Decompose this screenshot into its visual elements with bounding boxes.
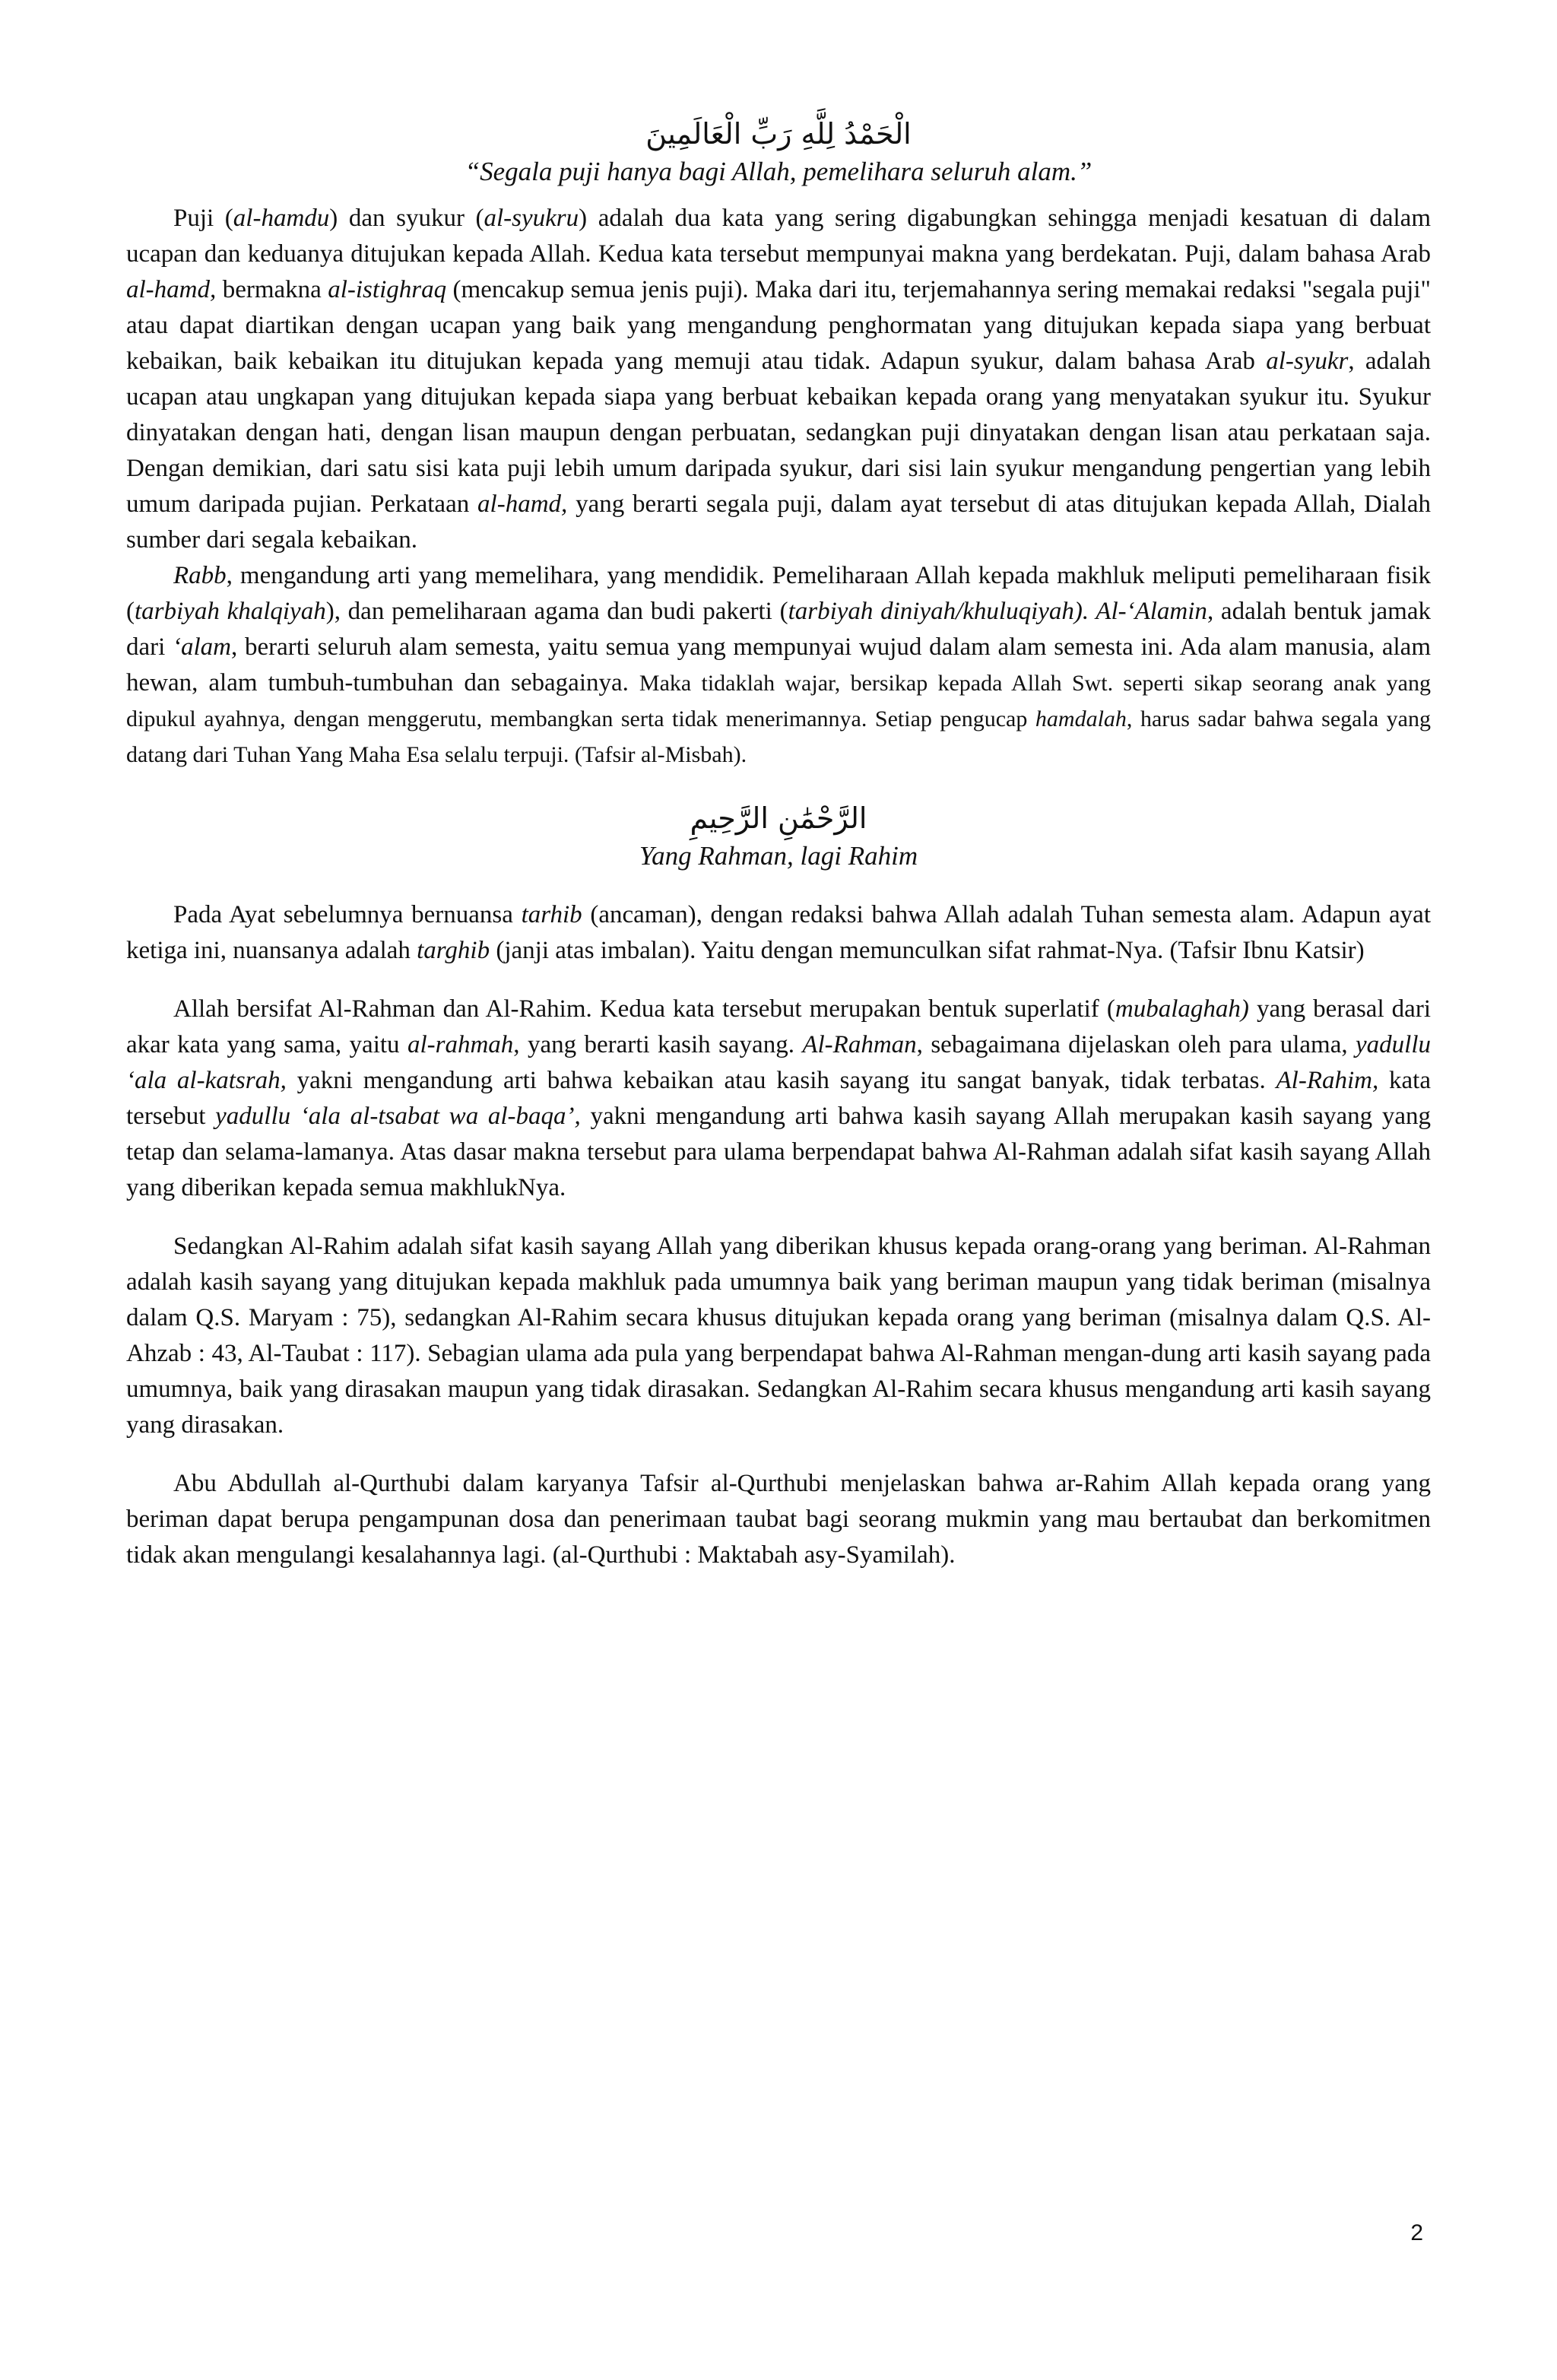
document-page	[126, 114, 1431, 1573]
paragraph-rabb: Rabb, mengandung arti yang memelihara, yang mendidik. Pemeliharaan Allah kepada makhluk meliputi pemeliharaan fisik (tarbiyah khalqiyah), dan pemeliharaan agama dan budi pakerti (tarbiyah diniyah/khuluqiyah). Al-‘Alamin, adalah bentuk jamak dari ‘alam, berarti seluruh alam semesta, yaitu semua yang mempunyai wujud dalam alam semesta ini. Ada alam manusia, alam hewan, alam tumbuh-tumbuhan dan sebagainya. Maka tidaklah wajar, bersikap kepada Allah Swt. seperti sikap seorang anak yang dipukul ayahnya, dengan menggerutu, membangkan serta tidak menerimannya. Setiap pengucap hamdalah, harus sadar bahwa segala yang datang dari Tuhan Yang Maha Esa selalu terpuji. (Tafsir al-Misbah).	[126, 562, 1432, 767]
verse-arrahmanirrahim-arabic: الرَّحْمَٰنِ الرَّحِيمِ	[690, 801, 867, 835]
paragraph-rahman-rahim: Allah bersifat Al-Rahman dan Al-Rahim. Kedua kata tersebut merupakan bentuk superlatif (mubalaghah) yang berasal dari akar kata yang sama, yaitu al-rahmah, yang berarti kasih sayang. Al-Rahman, sebagaimana dijelaskan oleh para ulama, yadullu ‘ala al-katsrah, yakni mengandung arti bahwa kebaikan atau kasih sayang itu sangat banyak, tidak terbatas. Al-Rahim, kata tersebut yadullu ‘ala al-tsabat wa al-baqa’, yakni mengandung arti bahwa kasih sayang Allah merupakan kasih sayang yang tetap dan selama-lamanya. Atas dasar makna tersebut para ulama berpendapat bahwa Al-Rahman adalah sifat kasih sayang Allah yang diberikan kepada semua makhlukNya.	[126, 995, 1431, 1201]
paragraph-al-qurthubi: Abu Abdullah al-Qurthubi dalam karyanya Tafsir al-Qurthubi menjelaskan bahwa ar-Rahim Allah kepada orang yang beriman dapat berupa pengampunan dosa dan penerimaan taubat bagi seorang mukmin yang mau bertaubat dan berkomitmen tidak akan mengulangi kesalahannya lagi. (al-Qurthubi : Maktabah asy-Syamilah).	[126, 1470, 1431, 1569]
paragraph-al-rahim-khusus: Sedangkan Al-Rahim adalah sifat kasih sayang Allah yang diberikan khusus kepada orang-orang yang beriman. Al-Rahman adalah kasih sayang yang ditujukan kepada makhluk pada umumnya baik yang beriman maupun yang tidak beriman (misalnya dalam Q.S. Maryam : 75), sedangkan Al-Rahim secara khusus ditujukan kepada orang yang beriman (misalnya dalam Q.S. Al-Ahzab : 43, Al-Taubat : 117). Sebagian ulama ada pula yang berpendapat bahwa Al-Rahman mengan-dung arti kasih sayang pada umumnya, baik yang dirasakan maupun yang tidak dirasakan. Sedangkan Al-Rahim secara khusus mengandung arti kasih sayang yang dirasakan.	[126, 1233, 1431, 1439]
verse-arrahmanirrahim-translation: Yang Rahman, lagi Rahim	[639, 841, 918, 871]
verse-alhamdulillah-arabic: الْحَمْدُ لِلَّهِ رَبِّ الْعَالَمِينَ	[645, 117, 912, 151]
paragraph-puji-syukur: Puji (al-hamdu) dan syukur (al-syukru) adalah dua kata yang sering digabungkan sehingga menjadi kesatuan di dalam ucapan dan keduanya ditujukan kepada Allah. Kedua kata tersebut mempunyai makna yang berdekatan. Puji, dalam bahasa Arab al-hamd, bermakna al-istighraq (mencakup semua jenis puji). Maka dari itu, terjemahannya sering memakai redaksi "segala puji" atau dapat diartikan dengan ucapan yang baik yang mengandung penghormatan yang ditujukan kepada siapa yang berbuat kebaikan, baik kebaikan itu ditujukan kepada yang memuji atau tidak. Adapun syukur, dalam bahasa Arab al-syukr, adalah ucapan atau ungkapan yang ditujukan kepada siapa yang berbuat kebaikan kepada orang yang menyatakan syukur itu. Syukur dinyatakan dengan hati, dengan lisan maupun dengan perbuatan, sedangkan puji dinyatakan dengan lisan atau perkataan saja. Dengan demikian, dari satu sisi kata puji lebih umum daripada syukur, dari sisi lain syukur mengandung pengertian yang lebih umum daripada pujian. Perkataan al-hamd, yang berarti segala puji, dalam ayat tersebut di atas ditujukan kepada Allah, Dialah sumber dari segala kebaikan.	[126, 205, 1432, 554]
page-number: 2	[1410, 2220, 1423, 2245]
verse-alhamdulillah-translation: “Segala puji hanya bagi Allah, pemelihara seluruh alam.”	[465, 157, 1092, 186]
paragraph-tarhib-targhib: Pada Ayat sebelumnya bernuansa tarhib (ancaman), dengan redaksi bahwa Allah adalah Tuhan semesta alam. Adapun ayat ketiga ini, nuansanya adalah targhib (janji atas imbalan). Yaitu dengan memunculkan sifat rahmat-Nya. (Tafsir Ibnu Katsir)	[126, 901, 1431, 964]
